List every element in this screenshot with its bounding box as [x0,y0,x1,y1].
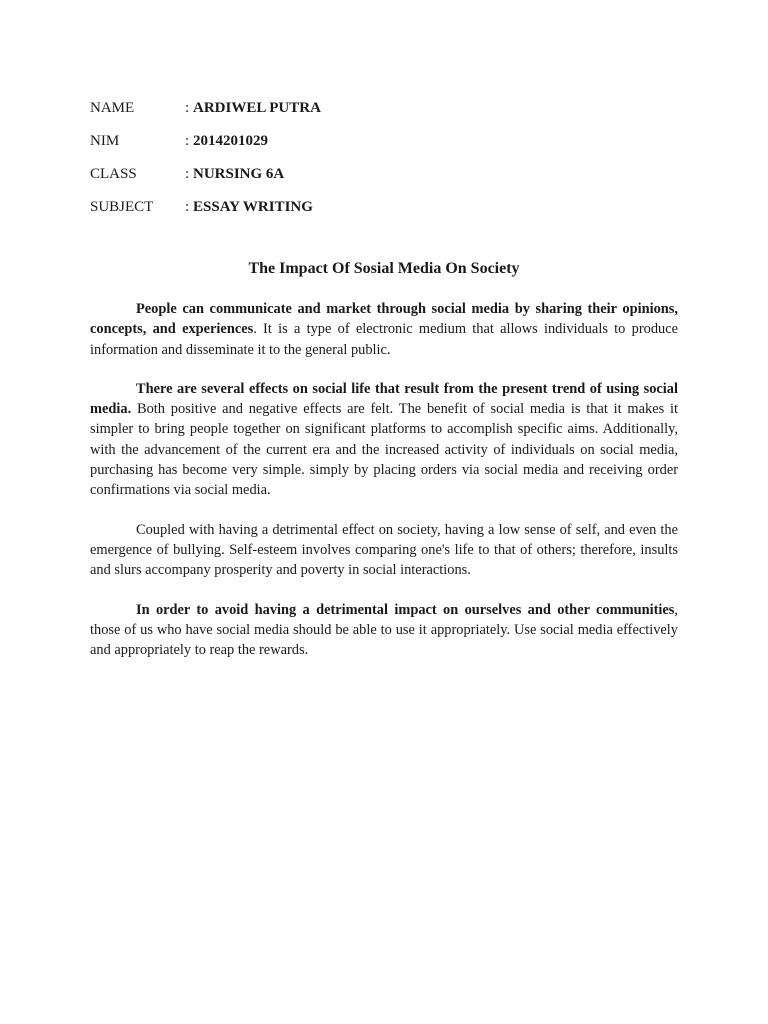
subject-label: SUBJECT [90,199,154,215]
class-row [90,158,690,191]
name-separator: : [185,100,190,116]
class-label: CLASS [90,166,137,182]
paragraph-1-text: . It is a type of electronic medium that allows individuals to produce information and disseminate it to the general public. [90,321,678,358]
class-value: NURSING 6A [193,166,285,182]
nim-value: 2014201029 [193,133,268,149]
name-value: ARDIWEL PUTRA [193,100,321,116]
nim-separator: : [185,133,190,149]
paragraph-2-text: Both positive and negative effects are felt. The benefit of social media is that it makes it simpler to bring people together on significant platforms to accomplish specific aims. Additionally, with the advancement of the current era and the increased activity of individuals on social media, purchasing has become very simple. simply by placing orders via social media and receiving order confirmations via social media. [90,401,678,499]
paragraph-4-text: , those of us who have social media should be able to use it appropriately. Use social media effectively and appropriately to reap the rewards. [90,601,678,659]
paragraph-1-lead: People can communicate and market through social media by sharing their opinions, concepts, and experiences [90,301,678,338]
subject-row [90,191,690,224]
student-info [90,92,690,224]
paragraph-3 [90,520,678,581]
paragraph-1 [90,299,678,360]
paragraph-2-lead: There are several effects on social life that result from the present trend of using social media. [90,380,678,418]
paragraph-3-text: Coupled with having a detrimental effect on society, having a low sense of self, and even the emergence of bullying. Self-esteem involves comparing one's life to that of others; therefore, insults and slurs accompany prosperity and poverty in social interactions. [90,521,678,579]
essay-title: The Impact Of Sosial Media On Society [248,260,520,277]
subject-value: ESSAY WRITING [193,199,313,215]
class-separator: : [185,166,190,182]
nim-row [90,125,690,158]
paragraph-4 [90,600,678,661]
nim-label: NIM [90,133,120,149]
paragraph-4-lead: In order to avoid having a detrimental impact on ourselves and other communities [136,601,675,618]
subject-separator: : [185,199,190,215]
paragraph-2 [90,379,678,501]
essay-body [90,299,678,679]
name-row [90,92,690,125]
name-label: NAME [90,100,135,116]
